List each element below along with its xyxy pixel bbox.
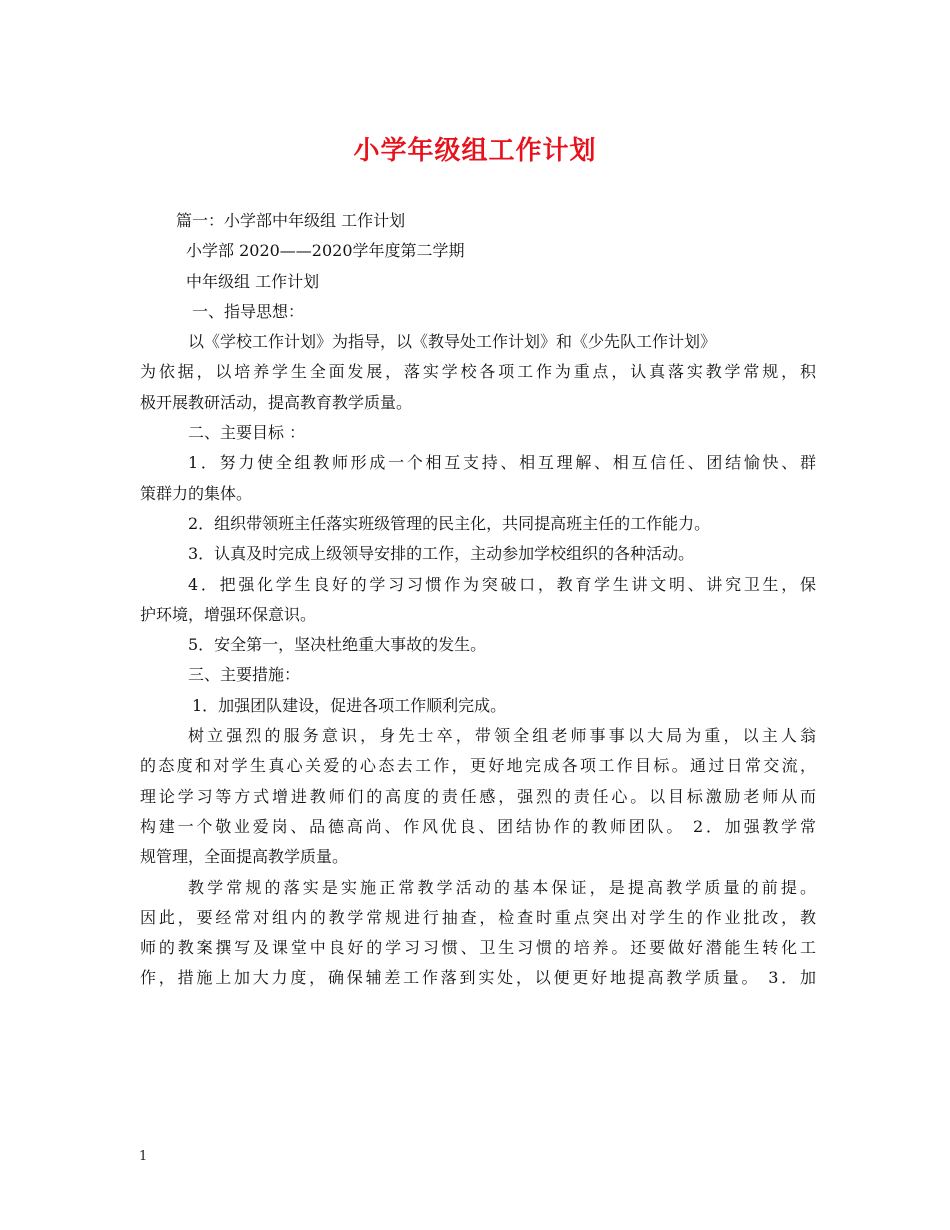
text-line: 以《学校工作计划》为指导，以《教导处工作计划》和《少先队工作计划》 [188, 332, 717, 352]
text-line: 理论学习等方式增进教师们的高度的责任感，强烈的责任心。以目标激励老师从而 [140, 786, 816, 806]
text-line: 2．组织带领班主任落实班级管理的民主化，共同提高班主任的工作能力。 [188, 513, 711, 533]
text-line: 作，措施上加大力度，确保辅差工作落到实处，以便更好地提高教学质量。 3．加 [140, 968, 816, 988]
section-heading: 二、主要目标 ： [188, 423, 306, 443]
text-line: 极开展教研活动，提高教育教学质量。 [140, 392, 413, 412]
text-line: 规管理，全面提高教学质量。 [140, 847, 349, 867]
document-body [140, 206, 816, 994]
text-line: 1．加强团队建设，促进各项工作顺利完成。 [192, 695, 507, 715]
text-line: 小学部 2020——2020学年度第二学期 [186, 241, 465, 261]
text-line: 的态度和对学生真心关爱的心态去工作，更好地完成各项工作目标。通过日常交流， [140, 756, 816, 776]
text-line: 3．认真及时完成上级领导安排的工作，主动参加学校组织的各种活动。 [188, 544, 695, 564]
text-line: 师的教案撰写及课堂中良好的学习习惯、卫生习惯的培养。还要做好潜能生转化工 [140, 938, 816, 958]
text-line: 中年级组 工作计划 [186, 271, 320, 291]
section-heading: 三、主要措施： [188, 665, 301, 685]
text-line: 树立强烈的服务意识，身先士卒，带领全组老师事事以大局为重，以主人翁 [188, 726, 816, 746]
page-number: 1 [139, 1149, 148, 1164]
text-line: 为依据，以培养学生全面发展，落实学校各项工作为重点，认真落实教学常规，积 [140, 362, 816, 382]
document-title: 小学年级组工作计划 [353, 136, 597, 166]
text-line: 5．安全第一，坚决杜绝重大事故的发生。 [188, 635, 487, 655]
text-line: 策群力的集体。 [140, 483, 253, 503]
text-line: 护环境，增强环保意识。 [140, 604, 317, 624]
text-line: 教学常规的落实是实施正常教学活动的基本保证，是提高教学质量的前提。 [188, 877, 816, 897]
text-line: 构建一个敬业爱岗、品德高尚、作风优良、团结协作的教师团队。 2．加强教学常 [140, 816, 816, 836]
text-line: 4．把强化学生良好的学习习惯作为突破口，教育学生讲文明、讲究卫生，保 [188, 574, 816, 594]
text-line: 因此，要经常对组内的教学常规进行抽查，检查时重点突出对学生的作业批改，教 [140, 907, 816, 927]
text-line: 篇一：小学部中年级组 工作计划 [176, 211, 406, 230]
section-heading: 一、指导思想： [192, 301, 305, 321]
text-line: 1．努力使全组教师形成一个相互支持、相互理解、相互信任、团结愉快、群 [188, 453, 816, 473]
